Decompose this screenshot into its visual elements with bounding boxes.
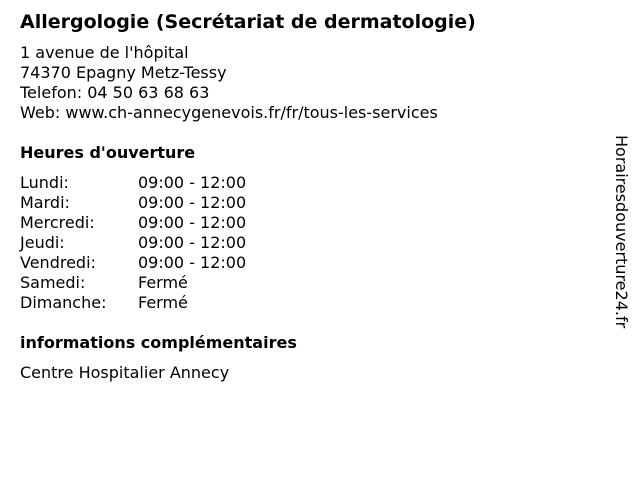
phone-number: Telefon: 04 50 63 68 63: [20, 83, 210, 102]
day-hours: Fermé: [138, 273, 188, 292]
day-label: Lundi:: [20, 173, 69, 192]
hours-row-wednesday: [20, 213, 600, 233]
day-label: Dimanche:: [20, 293, 107, 312]
day-hours: 09:00 - 12:00: [138, 173, 247, 192]
info-text: Centre Hospitalier Annecy: [20, 363, 230, 382]
website: Web: www.ch-annecygenevois.fr/fr/tous-les-services: [20, 103, 438, 122]
site-watermark: Horairesdouverture24.fr: [612, 135, 631, 329]
day-hours: 09:00 - 12:00: [138, 253, 247, 272]
hours-heading: Heures d'ouverture: [20, 143, 196, 162]
hours-table: [20, 173, 600, 313]
hours-row-thursday: [20, 233, 600, 253]
day-label: Jeudi:: [20, 233, 65, 252]
day-hours: 09:00 - 12:00: [138, 193, 247, 212]
city-address: 74370 Epagny Metz-Tessy: [20, 63, 227, 82]
day-hours: Fermé: [138, 293, 188, 312]
address-block: [20, 43, 600, 123]
hours-row-monday: [20, 173, 600, 193]
hours-row-saturday: [20, 273, 600, 293]
day-label: Vendredi:: [20, 253, 96, 272]
day-label: Mercredi:: [20, 213, 95, 232]
listing-page: [20, 10, 600, 383]
hours-row-tuesday: [20, 193, 600, 213]
hours-row-friday: [20, 253, 600, 273]
hours-row-sunday: [20, 293, 600, 313]
street-address: 1 avenue de l'hôpital: [20, 43, 189, 62]
day-hours: 09:00 - 12:00: [138, 213, 247, 232]
day-hours: 09:00 - 12:00: [138, 233, 247, 252]
day-label: Samedi:: [20, 273, 86, 292]
info-heading: informations complémentaires: [20, 333, 297, 352]
page-title: Allergologie (Secrétariat de dermatologie): [20, 11, 476, 33]
day-label: Mardi:: [20, 193, 70, 212]
